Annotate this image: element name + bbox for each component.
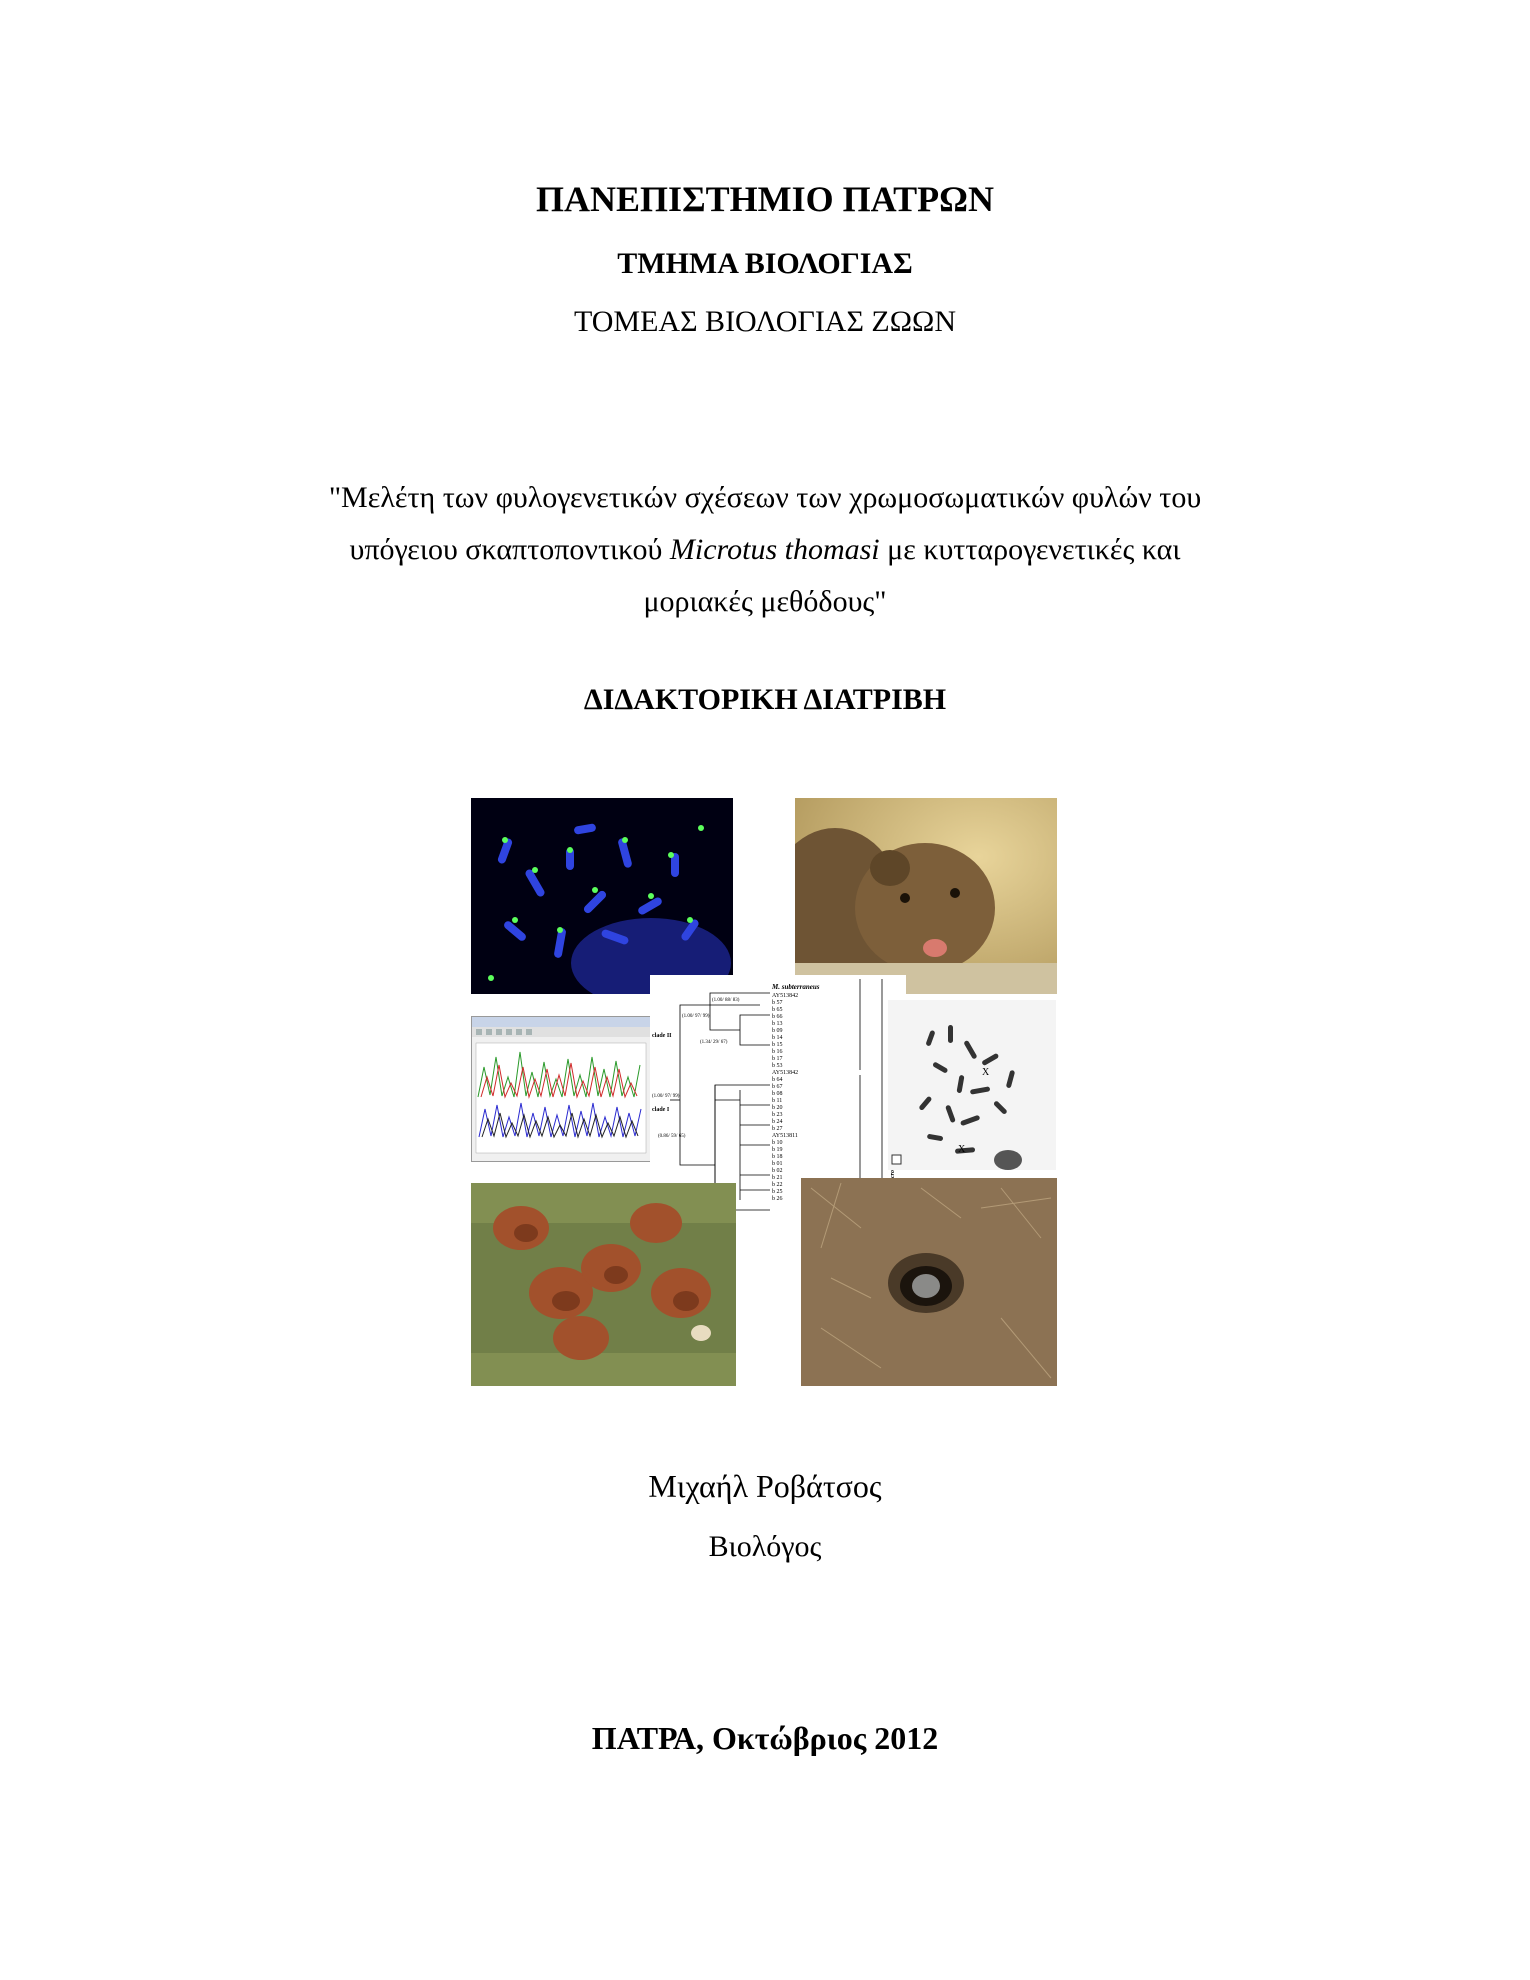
tree-leaf-label: b 25 bbox=[772, 1189, 783, 1195]
tree-leaf-label: b 01 bbox=[772, 1161, 783, 1167]
tree-leaf-label: b 53 bbox=[772, 1063, 783, 1069]
title-line-3: μοριακές μεθόδους" bbox=[643, 585, 887, 618]
author-name: Μιχαήλ Ροβάτσος bbox=[648, 1468, 882, 1504]
species-name: Microtus thomasi bbox=[669, 533, 880, 566]
karyotype-x-label: X bbox=[958, 1144, 966, 1155]
tree-leaf-label: b 14 bbox=[772, 1035, 783, 1041]
soil-mounds-photo bbox=[471, 1183, 736, 1386]
tree-leaf-label: AY513842 bbox=[772, 1070, 799, 1076]
karyotype-x-label: X bbox=[982, 1067, 990, 1078]
tree-leaf-label: b 26 bbox=[772, 1196, 783, 1202]
tree-leaf-label: b 13 bbox=[772, 1021, 783, 1027]
tree-leaf-label: b 23 bbox=[772, 1112, 783, 1118]
tree-leaf-label: b 16 bbox=[772, 1049, 783, 1055]
tree-top-species-label: M. subterraneus bbox=[772, 983, 820, 991]
tree-clade-label: clade I bbox=[652, 1107, 670, 1113]
title-line-2-post: με κυτταρογενετικές και bbox=[879, 533, 1181, 566]
tree-support-label: (0.86/ 59/ 65) bbox=[658, 1134, 686, 1139]
tree-leaf-label: b 09 bbox=[772, 1028, 783, 1034]
tree-leaf-label: b 02 bbox=[772, 1168, 783, 1174]
karyotype-image bbox=[888, 1000, 1056, 1170]
tree-leaf-label: b 57 bbox=[772, 1000, 783, 1006]
author-role: Βιολόγος bbox=[708, 1530, 822, 1563]
tree-leaf-label: AY513811 bbox=[772, 1133, 798, 1139]
tree-support-label: (1.00/ 97/ 99) bbox=[652, 1094, 680, 1099]
tree-leaf-label: b 66 bbox=[772, 1014, 783, 1020]
tree-leaf-label: b 08 bbox=[772, 1091, 783, 1097]
tree-leaf-label: b 20 bbox=[772, 1105, 783, 1111]
tree-support-label: (1.00/ 88/ 83) bbox=[712, 998, 740, 1003]
title-line-2 bbox=[0, 524, 1530, 576]
tree-leaf-label: b 17 bbox=[772, 1056, 783, 1062]
thesis-title bbox=[0, 472, 1530, 628]
department-name: ΤΜΗΜΑ ΒΙΟΛΟΓΙΑΣ bbox=[617, 247, 913, 280]
tree-support-label: (1.00/ 97/ 99) bbox=[682, 1014, 710, 1019]
chromatogram-screenshot bbox=[471, 1016, 651, 1162]
tree-leaf-label: b 18 bbox=[772, 1154, 783, 1160]
title-line-2-pre: υπόγειου σκαπτοποντικού bbox=[349, 533, 670, 566]
document-type: ΔΙΔΑΚΤΟΡΙΚΗ ΔΙΑΤΡΙΒΗ bbox=[583, 683, 947, 716]
place-date: ΠΑΤΡΑ, Οκτώβριος 2012 bbox=[591, 1720, 939, 1756]
tree-species-label: Microtus bbox=[890, 1162, 896, 1185]
burrow-photo bbox=[801, 1178, 1057, 1386]
tree-leaf-label: b 10 bbox=[772, 1140, 783, 1146]
sector-name: ΤΟΜΕΑΣ ΒΙΟΛΟΓΙΑΣ ΖΩΩΝ bbox=[573, 305, 957, 338]
tree-leaf-label: b 65 bbox=[772, 1007, 783, 1013]
tree-clade-label: clade II bbox=[652, 1033, 672, 1039]
tree-leaf-label: b 11 bbox=[772, 1098, 783, 1104]
tree-leaf-label: b 22 bbox=[772, 1182, 783, 1188]
tree-leaf-label: b 21 bbox=[772, 1175, 783, 1181]
tree-leaf-label: b 27 bbox=[772, 1126, 783, 1132]
title-line-1: "Μελέτη των φυλογενετικών σχέσεων των χρωμοσωματικών φυλών του bbox=[328, 481, 1202, 514]
tree-leaf-label: b 64 bbox=[772, 1077, 783, 1083]
university-name: ΠΑΝΕΠΙΣΤΗΜΙΟ ΠΑΤΡΩΝ bbox=[536, 179, 994, 219]
vole-photo bbox=[795, 798, 1057, 994]
tree-leaf-label: AY513842 bbox=[772, 993, 799, 999]
tree-leaf-label: b 67 bbox=[772, 1084, 783, 1090]
fish-chromosome-image bbox=[471, 798, 733, 994]
tree-support-label: (1.34/ 29/ 67) bbox=[700, 1040, 728, 1045]
tree-leaf-label: b 15 bbox=[772, 1042, 783, 1048]
tree-leaf-label: b 24 bbox=[772, 1119, 783, 1125]
tree-leaf-label: b 19 bbox=[772, 1147, 783, 1153]
